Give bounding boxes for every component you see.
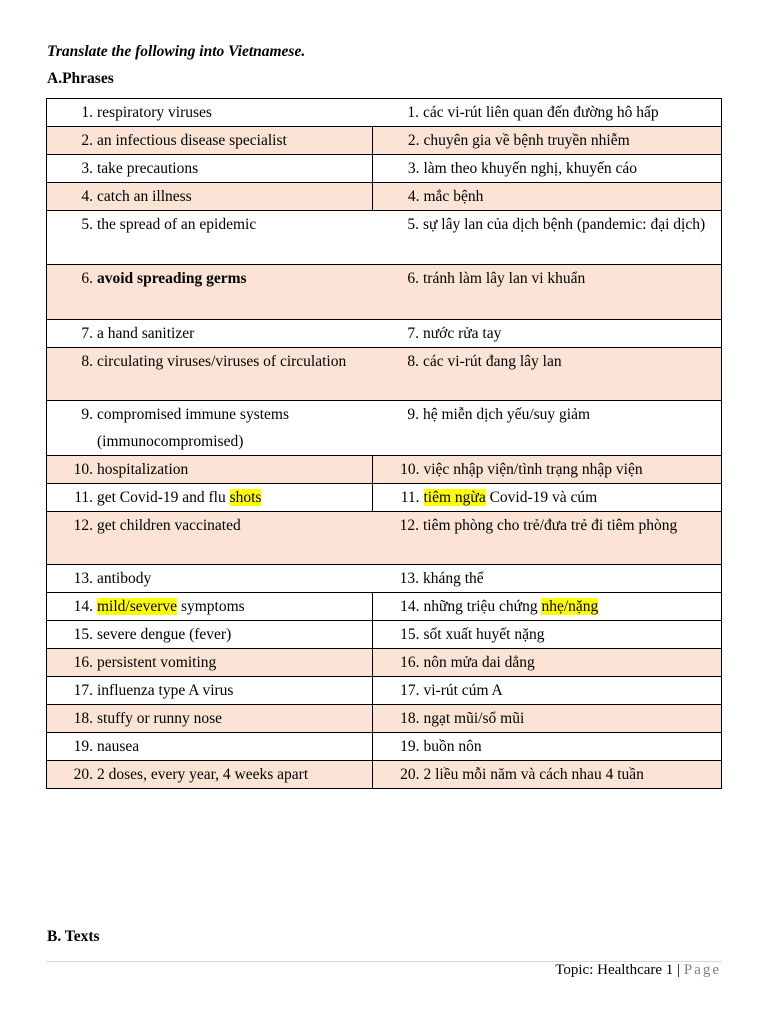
table-row (47, 512, 722, 565)
table-row (47, 677, 722, 705)
table-row (47, 401, 722, 456)
english-phrase: take precautions (97, 160, 199, 177)
row-number: 16. (73, 654, 93, 671)
english-phrase: compromised immune systems (immunocompromised) (97, 406, 290, 450)
footer-separator: | (677, 962, 681, 978)
row-number: 3. (81, 160, 93, 177)
english-phrase: the spread of an epidemic (97, 216, 257, 233)
row-number: 2. (81, 132, 93, 149)
english-phrase: influenza type A virus (97, 682, 234, 699)
english-phrase: respiratory viruses (97, 104, 212, 121)
row-number: 5. (407, 216, 419, 233)
vietnamese-phrase-part: những triệu chứng (423, 598, 542, 615)
footer-page-label: Page (683, 962, 721, 978)
table-row (47, 127, 722, 155)
table-row (47, 733, 722, 761)
row-number: 13. (73, 570, 93, 587)
english-phrase (97, 593, 372, 620)
english-phrase: circulating viruses/viruses of circulation (97, 353, 347, 370)
vietnamese-phrase: sự lây lan của dịch bệnh (pandemic: đại dịch) (423, 216, 706, 233)
row-number: 9. (81, 406, 93, 423)
vietnamese-phrase: vi-rút cúm A (423, 682, 503, 699)
table-row (47, 593, 722, 621)
row-number: 8. (407, 353, 419, 370)
table-row (47, 565, 722, 593)
table-row (47, 649, 722, 677)
row-number: 18. (73, 710, 93, 727)
row-number: 11. (74, 489, 93, 506)
table-row (47, 705, 722, 733)
row-number: 19. (73, 738, 93, 755)
row-number: 7. (81, 325, 93, 342)
vietnamese-phrase: ngạt mũi/sổ mũi (423, 710, 525, 727)
table-row (47, 621, 722, 649)
row-number: 2. (407, 132, 420, 149)
vietnamese-phrase: tiêm phòng cho trẻ/đưa trẻ đi tiêm phòng (423, 517, 678, 534)
vietnamese-phrase (424, 484, 722, 511)
english-phrase: nausea (97, 738, 140, 755)
highlighted-term: nhẹ/nặng (541, 598, 599, 615)
vietnamese-phrase: 2 liều mỗi năm và cách nhau 4 tuần (423, 766, 644, 783)
row-number: 5. (81, 216, 93, 233)
english-phrase: severe dengue (fever) (97, 626, 232, 643)
english-phrase: catch an illness (97, 188, 192, 205)
english-phrase: stuffy or runny nose (97, 710, 222, 727)
table-row (47, 456, 722, 484)
instruction-title: Translate the following into Vietnamese. (47, 43, 306, 60)
vietnamese-phrase: chuyên gia về bệnh truyền nhiễm (423, 132, 630, 149)
vietnamese-phrase: sốt xuất huyết nặng (423, 626, 545, 643)
row-number: 14. (73, 598, 93, 615)
row-number: 3. (407, 160, 420, 177)
row-number: 18. (400, 710, 420, 727)
table-row (47, 265, 722, 320)
vietnamese-phrase: hệ miễn dịch yếu/suy giảm (423, 406, 591, 423)
row-number: 20. (400, 766, 420, 783)
table-row (47, 761, 722, 789)
table-row (47, 484, 722, 512)
row-number: 16. (400, 654, 420, 671)
vietnamese-phrase: làm theo khuyến nghị, khuyến cáo (423, 160, 638, 177)
row-number: 11. (400, 489, 420, 506)
english-phrase: 2 doses, every year, 4 weeks apart (97, 766, 309, 783)
section-a-heading: A.Phrases (47, 70, 114, 87)
vietnamese-phrase-part: Covid-19 và cúm (485, 489, 598, 506)
row-number: 4. (81, 188, 93, 205)
english-phrase: antibody (97, 570, 152, 587)
vietnamese-phrase: việc nhập viện/tình trạng nhập viện (423, 461, 643, 478)
row-number: 6. (81, 270, 93, 287)
english-phrase (97, 484, 372, 511)
english-phrase-part: get Covid-19 and flu (97, 489, 230, 506)
vietnamese-phrase: buồn nôn (423, 738, 482, 755)
table-row (47, 320, 722, 348)
vietnamese-phrase: kháng thể (423, 570, 484, 587)
vietnamese-phrase: tránh làm lây lan vi khuẩn (423, 270, 586, 287)
english-phrase: hospitalization (97, 461, 189, 478)
row-number: 12. (73, 517, 93, 534)
row-number: 12. (399, 517, 419, 534)
row-number: 10. (73, 461, 93, 478)
row-number: 6. (407, 270, 419, 287)
english-phrase: persistent vomiting (97, 654, 217, 671)
vietnamese-phrase: các vi-rút liên quan đến đường hô hấp (423, 104, 659, 121)
row-number: 14. (400, 598, 420, 615)
row-number: 10. (400, 461, 420, 478)
highlighted-term: shots (229, 489, 262, 506)
row-number: 1. (407, 104, 419, 121)
footer-topic: Topic: Healthcare 1 (555, 962, 674, 978)
table-row (47, 348, 722, 401)
row-number: 13. (399, 570, 419, 587)
english-phrase-part: symptoms (177, 598, 245, 615)
vietnamese-phrase: nước rửa tay (423, 325, 502, 342)
vietnamese-phrase: mắc bệnh (423, 188, 484, 205)
row-number: 7. (407, 325, 419, 342)
english-phrase: an infectious disease specialist (97, 132, 287, 149)
highlighted-term: tiêm ngừa (423, 489, 486, 506)
english-phrase: a hand sanitizer (97, 325, 195, 342)
row-number: 15. (73, 626, 93, 643)
english-phrase: get children vaccinated (97, 517, 241, 534)
row-number: 15. (400, 626, 420, 643)
page-footer (555, 962, 721, 979)
row-number: 17. (73, 682, 93, 699)
row-number: 1. (81, 104, 93, 121)
row-number: 8. (81, 353, 93, 370)
row-number: 9. (407, 406, 419, 423)
table-row (47, 99, 722, 127)
table-row (47, 155, 722, 183)
table-row (47, 211, 722, 265)
highlighted-term: mild/severve (97, 598, 178, 615)
phrases-table (46, 98, 722, 789)
english-phrase: avoid spreading germs (97, 270, 247, 287)
vietnamese-phrase (424, 593, 722, 620)
row-number: 4. (407, 188, 420, 205)
vietnamese-phrase: nôn mửa dai dẳng (423, 654, 535, 671)
section-b-heading: B. Texts (47, 928, 100, 945)
row-number: 20. (73, 766, 93, 783)
row-number: 19. (400, 738, 420, 755)
table-row (47, 183, 722, 211)
vietnamese-phrase: các vi-rút đang lây lan (423, 353, 562, 370)
row-number: 17. (400, 682, 420, 699)
